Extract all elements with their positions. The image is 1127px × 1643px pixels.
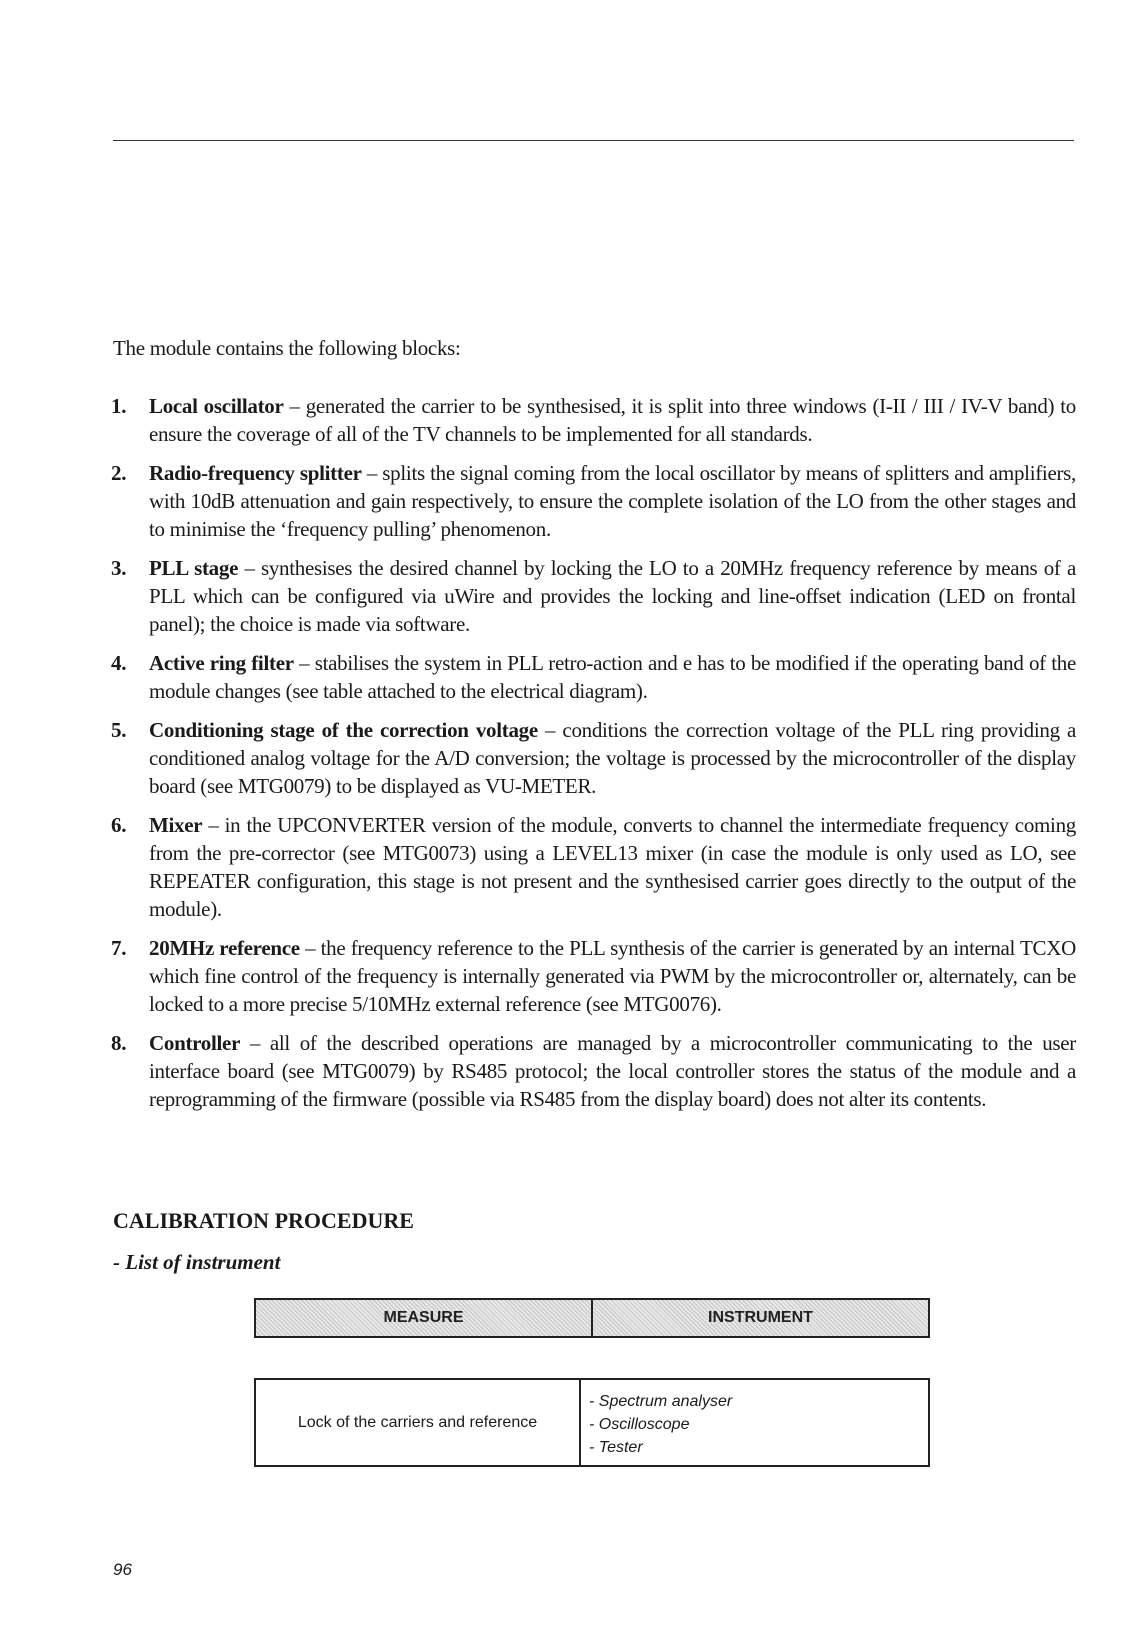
blocks-list xyxy=(111,392,1076,1124)
item-number: 6. xyxy=(111,813,127,837)
item-text: – generated the carrier to be synthesised, it is split into three windows (I-II / III / IV-V band) to ensure the coverage of all of the TV channels to be implemented for all standards. xyxy=(149,394,1076,446)
item-text: – all of the described operations are managed by a microcontroller communicating to the user interface board (see MTG0079) by RS485 protocol; the local controller stores the status of the module and a reprogramming of the firmware (possible via RS485 from the display board) does not alter its contents. xyxy=(149,1031,1076,1111)
instrument-cell xyxy=(579,1380,928,1465)
item-number: 8. xyxy=(111,1031,127,1055)
list-item xyxy=(111,554,1076,638)
instrument-item: - Spectrum analyser xyxy=(589,1393,733,1410)
item-number: 3. xyxy=(111,556,127,580)
item-number: 4. xyxy=(111,651,127,675)
header-measure: MEASURE xyxy=(383,1309,464,1326)
instrument-item: - Oscilloscope xyxy=(589,1416,690,1433)
item-text: – stabilises the system in PLL retro-action and e has to be modified if the operating band of the module changes (see table attached to the electrical diagram). xyxy=(149,651,1076,703)
item-term: Radio-frequency splitter xyxy=(149,461,362,485)
list-item xyxy=(111,716,1076,800)
item-term: 20MHz reference xyxy=(149,936,300,960)
section-heading: CALIBRATION PROCEDURE xyxy=(113,1208,414,1233)
item-number: 7. xyxy=(111,936,127,960)
item-number: 5. xyxy=(111,718,127,742)
item-term: Local oscillator xyxy=(149,394,284,418)
page-number: 96 xyxy=(113,1560,132,1579)
item-text: – in the UPCONVERTER version of the module, converts to channel the intermediate frequency coming from the pre-corrector (see MTG0073) using a LEVEL13 mixer (in case the module is only used as LO, see REPEATER configuration, this stage is not present and the synthesised carrier goes directly to the output of the module). xyxy=(149,813,1076,921)
item-term: PLL stage xyxy=(149,556,239,580)
item-term: Mixer xyxy=(149,813,203,837)
item-term: Controller xyxy=(149,1031,241,1055)
list-item xyxy=(111,811,1076,923)
item-number: 1. xyxy=(111,394,127,418)
intro-text: The module contains the following blocks: xyxy=(113,336,461,360)
item-term: Conditioning stage of the correction voltage xyxy=(149,718,538,742)
list-item xyxy=(111,934,1076,1018)
item-number: 2. xyxy=(111,461,127,485)
table-header xyxy=(254,1298,930,1338)
list-item xyxy=(111,392,1076,448)
list-item xyxy=(111,1029,1076,1113)
measure-cell: Lock of the carriers and reference xyxy=(297,1413,538,1431)
list-item xyxy=(111,459,1076,543)
list-item xyxy=(111,649,1076,705)
section-subheading: - List of instrument xyxy=(113,1250,281,1274)
instrument-item: - Tester xyxy=(589,1439,643,1456)
item-text: – the frequency reference to the PLL synthesis of the carrier is generated by an internal TCXO which fine control of the frequency is internally generated via PWM by the microcontroller or, alternately, can be locked to a more precise 5/10MHz external reference (see MTG0076). xyxy=(149,936,1076,1016)
item-text: – conditions the correction voltage of the PLL ring providing a conditioned analog voltage for the A/D conversion; the voltage is processed by the microcontroller of the display board (see MTG0079) to be displayed as VU-METER. xyxy=(149,718,1076,798)
item-text: – splits the signal coming from the local oscillator by means of splitters and amplifiers, with 10dB attenuation and gain respectively, to ensure the complete isolation of the LO from the other stages and to minimise the ‘frequency pulling’ phenomenon. xyxy=(149,461,1076,541)
header-instrument: INSTRUMENT xyxy=(591,1300,928,1336)
item-text: – synthesises the desired channel by locking the LO to a 20MHz frequency reference by means of a PLL which can be configured via uWire and provides the locking and line-offset indication (LED on frontal panel); the choice is made via software. xyxy=(149,556,1076,636)
table-row xyxy=(254,1378,930,1467)
item-term: Active ring filter xyxy=(149,651,294,675)
header-rule xyxy=(113,140,1074,141)
